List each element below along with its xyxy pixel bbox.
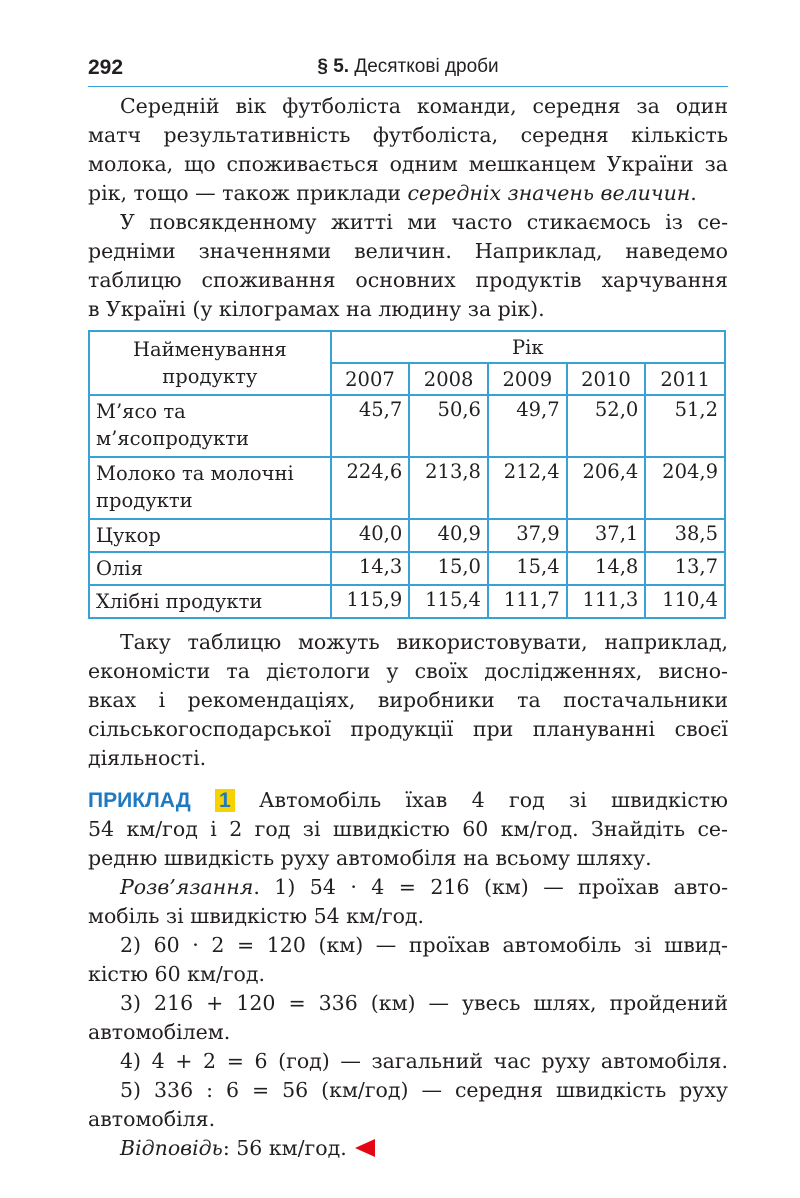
value-cell: 213,8 <box>409 457 488 519</box>
value-cell: 115,9 <box>331 585 410 618</box>
section-label: § 5. <box>317 56 350 77</box>
product-name-cell: Олія <box>89 552 331 585</box>
solution-line: 5) 336 : 6 = 56 (км/год) — середня швидкість руху <box>120 1078 728 1102</box>
value-cell: 111,7 <box>488 585 567 618</box>
product-name-cell: Цукор <box>89 519 331 552</box>
text-line: рік, тощо — також приклади середніх значень величин. <box>88 181 697 205</box>
solution-line: автомобілем. <box>88 1020 231 1044</box>
text-line: молока, що споживається одним мешканцем України за <box>88 152 728 176</box>
text-line: У повсякденному житті ми часто стикаємось із се- <box>120 210 728 234</box>
text-line: 54 км/год і 2 год зі швидкістю 60 км/год. Знайдіть се- <box>88 817 728 841</box>
text-line: Таку таблицю можуть використовувати, наприклад, <box>120 630 728 654</box>
solution-line: кістю 60 км/год. <box>88 962 266 986</box>
year-cell: 2009 <box>488 363 567 395</box>
value-cell: 37,1 <box>567 519 646 552</box>
intro-paragraph-1 <box>88 92 728 208</box>
value-cell: 15,0 <box>409 552 488 585</box>
section-title: Десяткові дроби <box>354 56 499 77</box>
page-header <box>88 52 728 87</box>
example-label: ПРИКЛАД <box>88 789 191 812</box>
end-of-example-icon <box>355 1139 375 1157</box>
value-cell: 52,0 <box>567 395 646 457</box>
value-cell: 115,4 <box>409 585 488 618</box>
value-cell: 204,9 <box>645 457 725 519</box>
year-cell: 2010 <box>567 363 646 395</box>
emphasis-term: середніх значень величин <box>407 181 691 205</box>
example-heading-line: ПРИКЛАД 1 Автомобіль їхав 4 год зі швидкістю <box>88 788 728 812</box>
text-line: матч результативність футболіста, середня кількість <box>88 123 728 147</box>
value-cell: 212,4 <box>488 457 567 519</box>
text-line: сільськогосподарської продукції при плануванні своєї <box>88 717 728 741</box>
text-line: діяльності. <box>88 746 207 770</box>
value-cell: 14,8 <box>567 552 646 585</box>
value-cell: 13,7 <box>645 552 725 585</box>
intro-paragraph-2 <box>88 208 728 324</box>
year-header: Рік <box>331 331 725 363</box>
text-line: в Україні (у кілограмах на людину за рік). <box>88 297 545 321</box>
year-cell: 2007 <box>331 363 410 395</box>
text-line: Середній вік футболіста команди, середня за один <box>120 94 728 118</box>
value-cell: 37,9 <box>488 519 567 552</box>
value-cell: 40,9 <box>409 519 488 552</box>
section-heading <box>88 56 728 78</box>
solution-line: мобіль зі швидкістю 54 км/год. <box>88 904 425 928</box>
product-name-cell: М’ясо та м’ясопродукти <box>89 395 331 457</box>
value-cell: 224,6 <box>331 457 410 519</box>
value-cell: 110,4 <box>645 585 725 618</box>
text-line: редню швидкість руху автомобіля на всьому шляху. <box>88 846 652 870</box>
table-row <box>89 552 725 585</box>
solution-line: 2) 60 · 2 = 120 (км) — проїхав автомобіль зі швид- <box>120 933 728 957</box>
product-name-cell: Хлібні продукти <box>89 585 331 618</box>
text-line: економісти та дієтологи у своїх дослідженнях, висно- <box>88 659 728 683</box>
text-line: вках і рекомендаціях, виробники та постачальники <box>88 688 728 712</box>
solution-line: 3) 216 + 120 = 336 (км) — увесь шлях, пройдений <box>120 991 728 1015</box>
answer-label: Відповідь <box>120 1136 223 1160</box>
product-name-cell: Молоко та молочні продукти <box>89 457 331 519</box>
value-cell: 49,7 <box>488 395 567 457</box>
solution-label: Розв’язання <box>120 875 254 899</box>
value-cell: 111,3 <box>567 585 646 618</box>
value-cell: 15,4 <box>488 552 567 585</box>
solution-first-line: Розв’язання. 1) 54 · 4 = 216 (км) — проїхав авто- <box>120 875 728 899</box>
value-cell: 14,3 <box>331 552 410 585</box>
table-row <box>89 457 725 519</box>
example-block <box>88 786 728 1163</box>
consumption-table <box>88 330 726 619</box>
table-row <box>89 585 725 618</box>
value-cell: 51,2 <box>645 395 725 457</box>
answer-line: Відповідь: 56 км/год. <box>88 1134 728 1163</box>
value-cell: 38,5 <box>645 519 725 552</box>
solution-line: 4) 4 + 2 = 6 (год) — загальний час руху автомобіля. <box>120 1049 728 1073</box>
value-cell: 206,4 <box>567 457 646 519</box>
value-cell: 40,0 <box>331 519 410 552</box>
text-line: редніми значеннями величин. Наприклад, наведемо <box>88 239 728 263</box>
table-row <box>89 395 725 457</box>
example-number-badge: 1 <box>215 789 235 812</box>
year-cell: 2011 <box>645 363 725 395</box>
year-cell: 2008 <box>409 363 488 395</box>
solution-line: автомобіля. <box>88 1107 216 1131</box>
product-name-header: Найменування продукту <box>89 331 331 395</box>
table-row <box>89 519 725 552</box>
text-line: таблицю споживання основних продуктів харчування <box>88 268 728 292</box>
value-cell: 50,6 <box>409 395 488 457</box>
page-number: 292 <box>88 56 124 79</box>
after-table-paragraph <box>88 628 728 773</box>
value-cell: 45,7 <box>331 395 410 457</box>
